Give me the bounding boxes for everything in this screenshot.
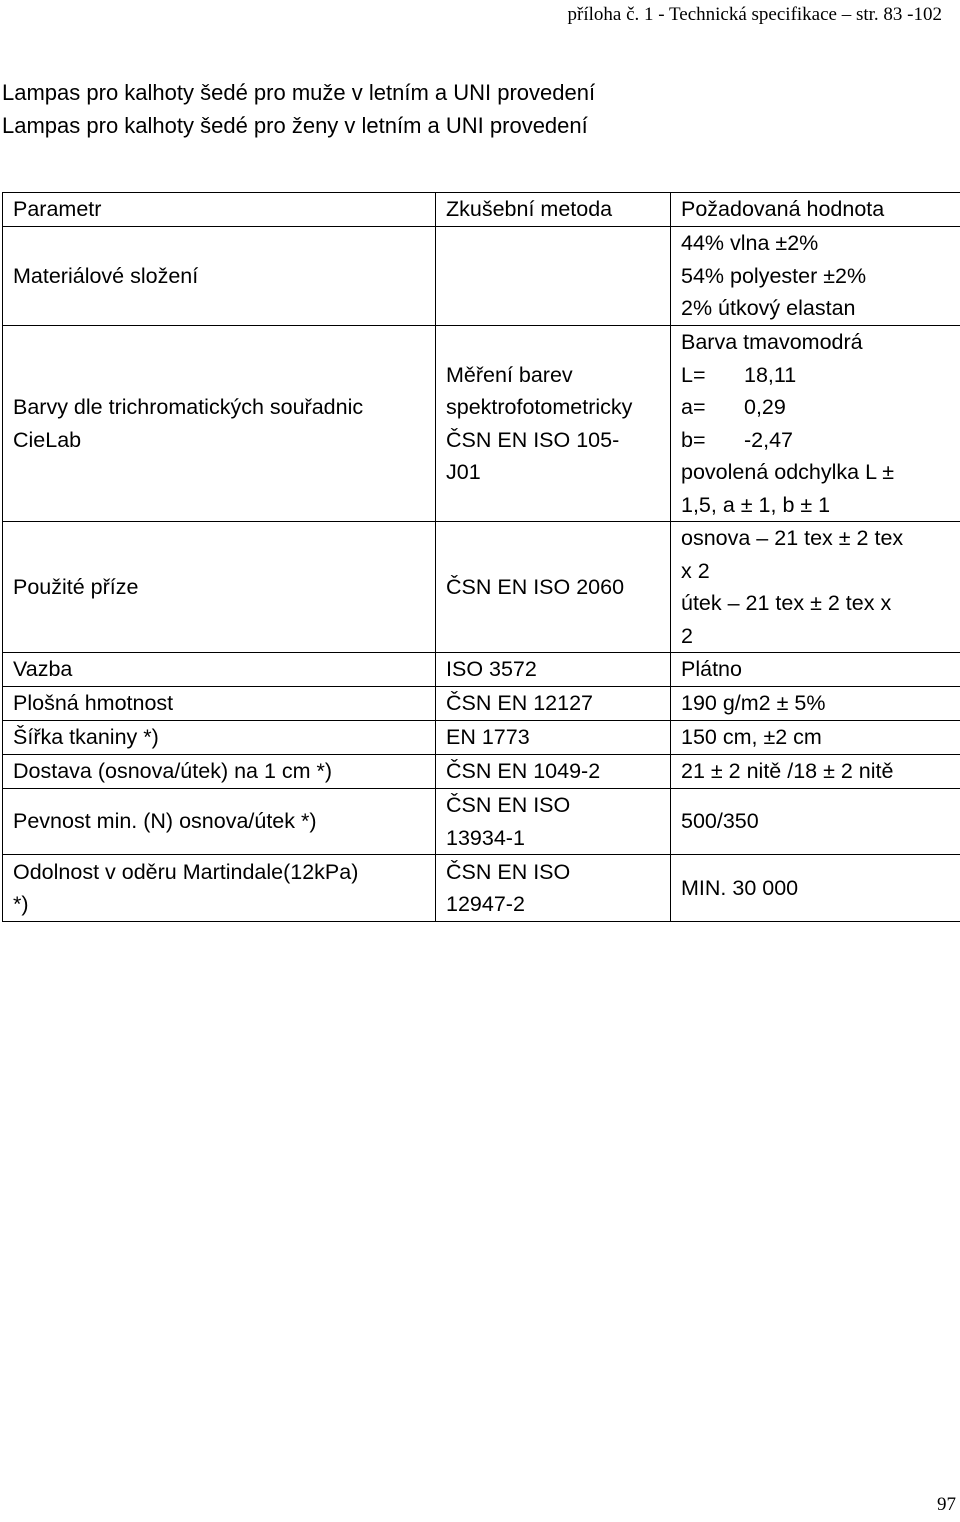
cell-line: ČSN EN ISO 105-	[446, 427, 620, 452]
lab-value: -2,47	[744, 427, 794, 452]
method-cell	[436, 522, 671, 653]
method-cell	[436, 789, 671, 855]
cell-line: MIN. 30 000	[681, 875, 799, 900]
parameter-cell: Plošná hmotnost	[3, 687, 436, 721]
table-row	[3, 855, 960, 922]
page-header: příloha č. 1 - Technická specifikace – str. 83 -102	[567, 4, 942, 25]
cell-line: Odolnost v oděru Martindale(12kPa)	[13, 859, 359, 884]
lab-value: 0,29	[744, 395, 786, 419]
title-line-women: Lampas pro kalhoty šedé pro ženy v letním a UNI provedení	[2, 113, 588, 138]
document-title	[2, 76, 595, 142]
cell-line: 500/350	[681, 809, 759, 834]
table-header-row	[3, 193, 960, 227]
method-cell	[436, 326, 671, 522]
table-row	[3, 653, 960, 687]
lab-value: 18,11	[744, 362, 797, 387]
value-cell	[671, 326, 960, 522]
table-row	[3, 721, 960, 755]
cell-line: Použité příze	[13, 574, 139, 599]
specification-table	[2, 192, 960, 922]
value-cell: Plátno	[671, 653, 960, 687]
cell-line: spektrofotometricky	[446, 395, 633, 419]
value-cell	[671, 789, 960, 855]
table-row	[3, 227, 960, 326]
header-cell-method: Zkušební metoda	[436, 193, 671, 227]
cell-line: CieLab	[13, 427, 82, 452]
cell-line: x 2	[681, 558, 710, 583]
header-cell-parameter: Parametr	[3, 193, 436, 227]
method-cell: ČSN EN 1049-2	[436, 755, 671, 789]
cell-line: Barvy dle trichromatických souřadnic	[13, 395, 364, 419]
value-cell: 21 ± 2 nitě /18 ± 2 nitě	[671, 755, 960, 789]
parameter-cell	[3, 855, 436, 922]
value-cell	[671, 522, 960, 653]
lab-label: b=	[681, 427, 706, 452]
parameter-cell: Dostava (osnova/útek) na 1 cm *)	[3, 755, 436, 789]
parameter-cell: Šířka tkaniny *)	[3, 721, 436, 755]
lab-label: a=	[681, 395, 706, 419]
tolerance-note: povolená odchylka L ±	[681, 460, 895, 484]
cell-line: 2% útkový elastan	[681, 296, 856, 321]
value-cell	[671, 227, 960, 326]
cell-line: ČSN EN ISO 2060	[446, 574, 625, 599]
color-name: Barva tmavomodrá	[681, 330, 863, 354]
cell-line: 13934-1	[446, 825, 525, 850]
table-row	[3, 789, 960, 855]
parameter-cell	[3, 326, 436, 522]
lab-row-l	[681, 359, 950, 392]
method-cell: ČSN EN 12127	[436, 687, 671, 721]
cell-line: ČSN EN ISO	[446, 859, 571, 884]
cell-line: 44% vlna ±2%	[681, 231, 819, 256]
cell-line: Pevnost min. (N) osnova/útek *)	[13, 809, 317, 834]
cell-line: Materiálové složení	[13, 263, 199, 288]
header-cell-value: Požadovaná hodnota	[671, 193, 960, 227]
lab-row-a	[681, 391, 950, 424]
table-row	[3, 522, 960, 653]
tolerance-note: 1,5, a ± 1, b ± 1	[681, 492, 831, 517]
title-line-men: Lampas pro kalhoty šedé pro muže v letním a UNI provedení	[2, 80, 596, 105]
cell-line: Měření barev	[446, 362, 573, 387]
cell-line: *)	[13, 892, 29, 916]
cell-line: 54% polyester ±2%	[681, 263, 867, 288]
value-cell: 150 cm, ±2 cm	[671, 721, 960, 755]
method-cell: ISO 3572	[436, 653, 671, 687]
lab-label: L=	[681, 362, 706, 387]
cell-line: osnova – 21 tex ± 2 tex	[681, 526, 904, 550]
table-row	[3, 755, 960, 789]
cell-line: ČSN EN ISO	[446, 793, 571, 817]
cell-line: 12947-2	[446, 892, 525, 916]
page-number: 97	[937, 1494, 956, 1515]
method-cell	[436, 855, 671, 922]
parameter-cell	[3, 522, 436, 653]
parameter-cell	[3, 227, 436, 326]
table-row	[3, 687, 960, 721]
method-cell	[436, 227, 671, 326]
cell-line: J01	[446, 460, 481, 484]
parameter-cell: Vazba	[3, 653, 436, 687]
value-cell: 190 g/m2 ± 5%	[671, 687, 960, 721]
table-row	[3, 326, 960, 522]
parameter-cell	[3, 789, 436, 855]
value-cell	[671, 855, 960, 922]
method-cell: EN 1773	[436, 721, 671, 755]
cell-line: 2	[681, 623, 693, 648]
lab-row-b	[681, 424, 950, 457]
cell-line: útek – 21 tex ± 2 tex x	[681, 591, 892, 615]
